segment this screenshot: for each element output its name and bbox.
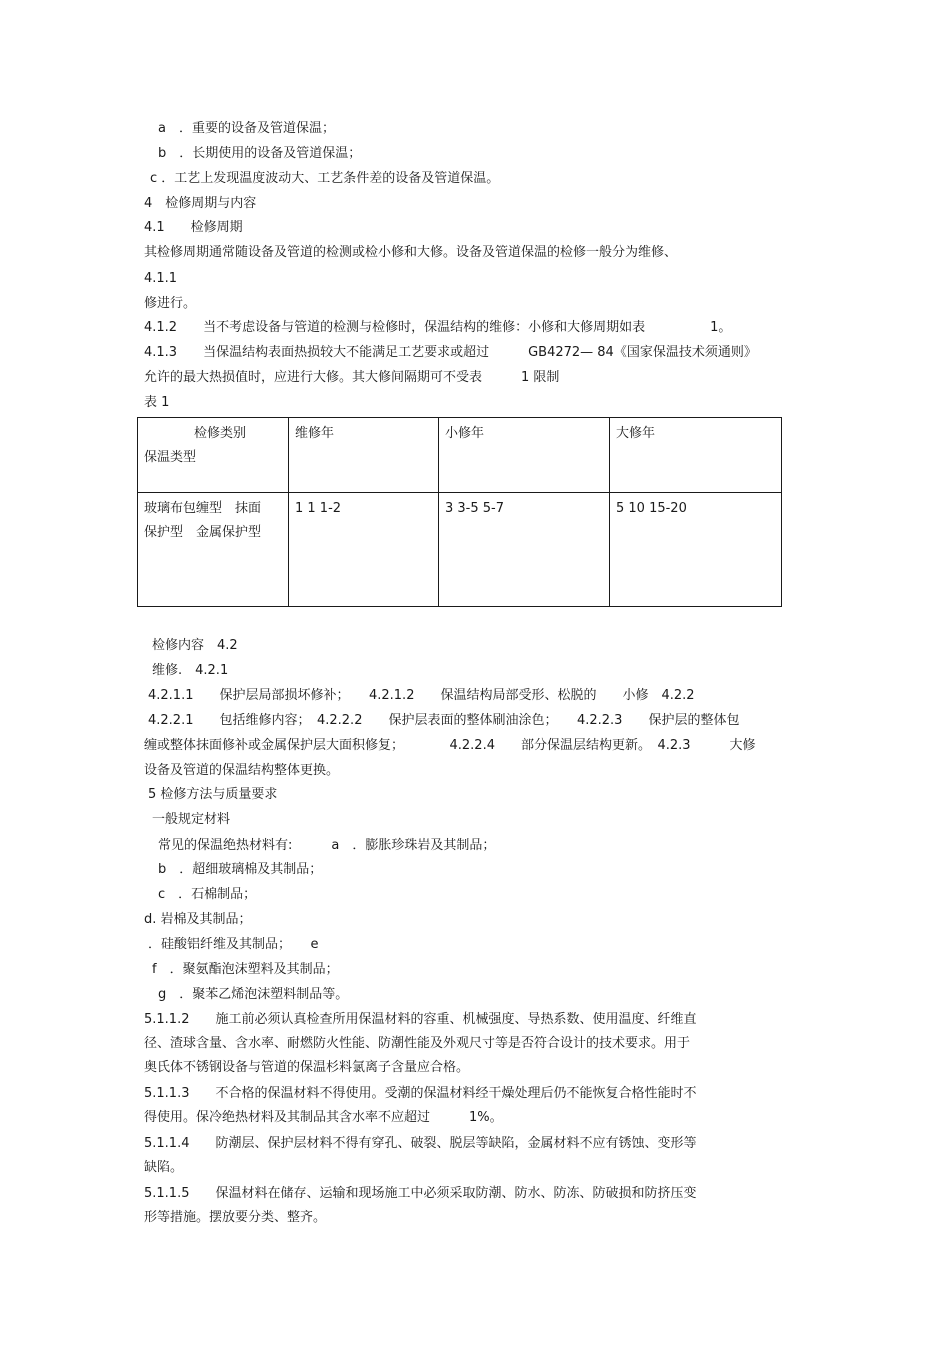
header-category-label: 检修类别 [194,426,247,441]
table-row [138,493,782,607]
insulation-type-cell: 玻璃布包缠型 抹面 保护型 金属保护型 [138,493,289,607]
major-repair-years-cell: 5 10 15-20 [610,493,782,607]
item-b: b ．长期使用的设备及管道保温； [158,146,362,161]
paragraph-line: 修进行。 [144,296,197,311]
list-item: f ．聚氨酯泡沫塑料及其制品； [152,962,339,977]
header-maintenance-years: 维修年 [289,418,439,493]
section-4-2-1-heading: 维修. 4.2.1 [152,663,229,678]
paragraph-line: 常见的保温绝热材料有: a ．膨胀珍珠岩及其制品； [158,838,496,853]
list-item: b ．超细玻璃棉及其制品； [158,862,323,877]
paragraph-line: 形等措施。摆放要分类、整齐。 [144,1210,327,1225]
list-item: d. 岩棉及其制品； [144,912,252,927]
clause-4-1-2: 4.1.2 当不考虑设备与管道的检测与检修时，保温结构的维修：小修和大修周期如表 1。 [144,320,732,335]
list-item: g ．聚苯乙烯泡沫塑料制品等。 [158,987,349,1002]
paragraph-line: 设备及管道的保温结构整体更换。 [144,763,340,778]
clause-4-1-3: 4.1.3 当保温结构表面热损较大不能满足工艺要求或超过 GB4272— 84《国家保温技术须通则》 [144,345,757,360]
paragraph-line: 得使用。保冷绝热材料及其制品其含水率不应超过 1%。 [144,1110,503,1125]
header-type-cell [138,418,289,493]
list-item: ．硅酸铝纤维及其制品； e [148,937,319,952]
section-4-2-heading: 检修内容 4.2 [152,638,238,653]
paragraph-line: 缠或整体抹面修补或金属保护层大面积修复； 4.2.2.4 部分保温层结构更新。 4.2.3 大修 [144,738,756,753]
list-item: c ．石棉制品； [158,887,257,902]
table-header-row [138,418,782,493]
paragraph-line: 径、渣球含量、含水率、耐燃防火性能、防潮性能及外观尺寸等是否符合设计的技术要求。用于 [144,1036,691,1051]
header-major-repair-years: 大修年 [610,418,782,493]
paragraph-line: 4.2.1.1 保护层局部损坏修补； 4.2.1.2 保温结构局部受形、松脱的 小修 4.2.2 [148,688,695,703]
subsection-heading: 一般规定材料 [152,812,231,827]
table-caption: 表 1 [144,395,170,410]
header-insulation-type-label: 保温类型 [144,450,197,465]
maintenance-period-table [137,417,782,607]
paragraph-line: 缺陷。 [144,1160,184,1175]
clause-5-1-1-4: 5.1.1.4 防潮层、保护层材料不得有穿孔、破裂、脱层等缺陷，金属材料不应有锈蚀、变形等 [144,1136,697,1151]
section-4-1-heading: 4.1 检修周期 [144,220,243,235]
paragraph-line: 其检修周期通常随设备及管道的检测或检小修和大修。设备及管道保温的检修一般分为维修、 [144,245,678,260]
item-c: c ．工艺上发现温度波动大、工艺条件差的设备及管道保温。 [150,171,500,186]
clause-5-1-1-2: 5.1.1.2 施工前必须认真检查所用保温材料的容重、机械强度、导热系数、使用温度、纤维直 [144,1012,697,1027]
paragraph-line: 允许的最大热损值时，应进行大修。其大修间隔期可不受表 1 限制 [144,370,560,385]
clause-5-1-1-5: 5.1.1.5 保温材料在储存、运输和现场施工中必须采取防潮、防水、防冻、防破损和防挤压变 [144,1186,697,1201]
clause-4-1-1: 4.1.1 [144,271,178,286]
header-minor-repair-years: 小修年 [439,418,610,493]
item-a: a ．重要的设备及管道保温； [158,121,335,136]
section-4-heading: 4 检修周期与内容 [144,196,257,211]
paragraph-line: 4.2.2.1 包括维修内容； 4.2.2.2 保护层表面的整体刷油涂色； 4.2.2.3 保护层的整体包 [148,713,740,728]
clause-5-1-1-3: 5.1.1.3 不合格的保温材料不得使用。受潮的保温材料经干燥处理后仍不能恢复合格性能时不 [144,1086,697,1101]
paragraph-line: 奥氏体不锈钢设备与管道的保温杉料氯离子含量应合格。 [144,1060,470,1075]
minor-repair-years-cell: 3 3-5 5-7 [439,493,610,607]
section-5-heading: 5 检修方法与质量要求 [148,787,278,802]
maintenance-years-cell: 1 1 1-2 [289,493,439,607]
